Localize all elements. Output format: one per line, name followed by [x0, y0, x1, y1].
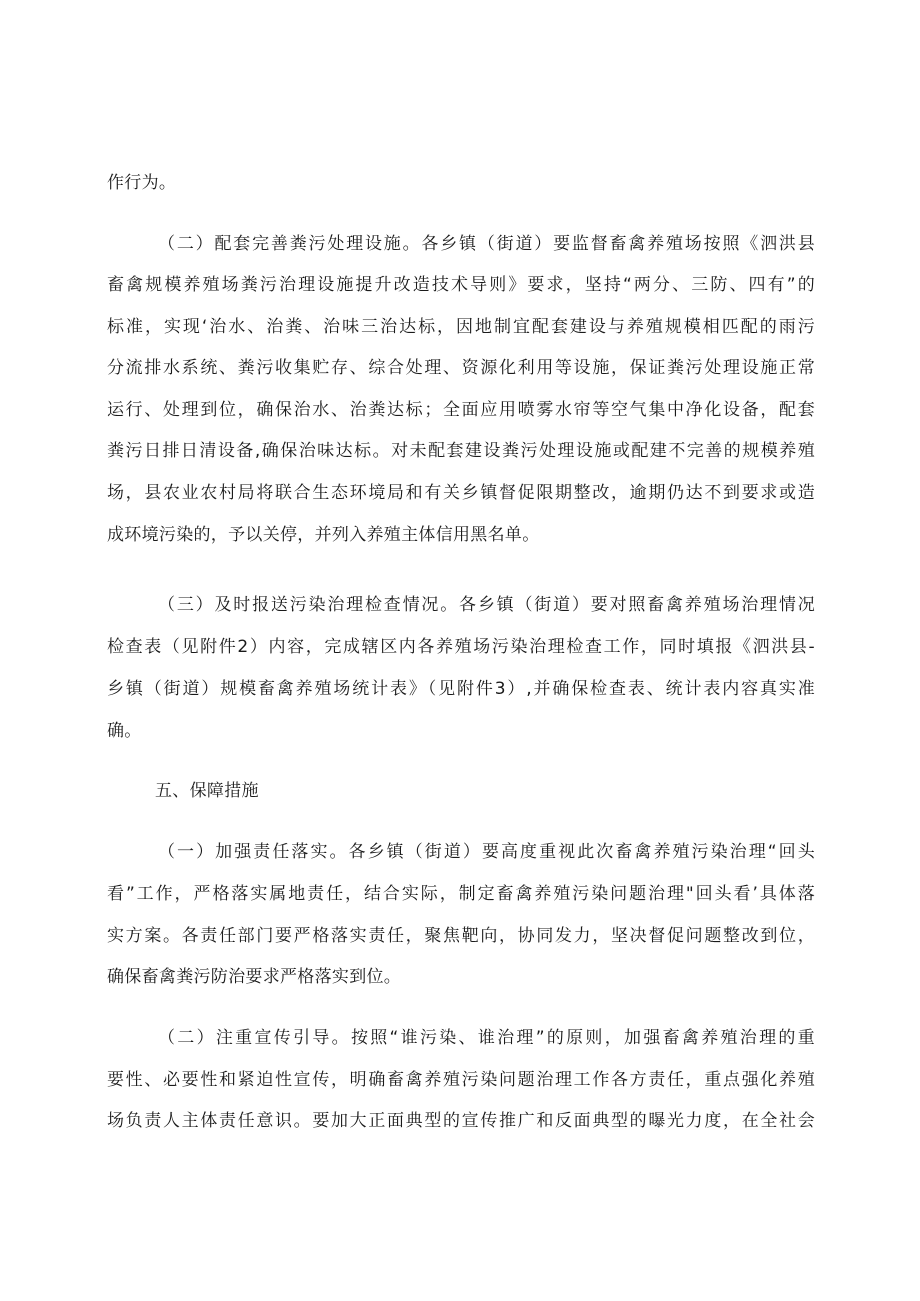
text-line: 乡镇（街道）规模畜禽养殖场统计表》（见附件3）,并确保检查表、统计表内容真实准	[107, 679, 815, 699]
text-line: 检查表（见附件2）内容，完成辖区内各养殖场污染治理检查工作，同时填报《泗洪县-	[107, 637, 815, 657]
text-line: 分流排水系统、粪污收集贮存、综合处理、资源化利用等设施，保证粪污处理设施正常	[107, 358, 815, 378]
text-line: 标准，实现‘治水、治粪、治味三治达标，因地制宜配套建设与养殖规模相匹配的雨污	[107, 317, 815, 337]
text-line: 作行为。	[107, 173, 177, 193]
paragraph-first-line: （二）配套完善粪污处理设施。各乡镇（街道）要监督畜禽养殖场按照《泗洪县	[158, 234, 815, 254]
text-line: 粪污日排日清设备,确保治味达标。对未配套建设粪污处理设施或配建不完善的规模养殖	[107, 441, 815, 461]
text-line: 运行、处理到位，确保治水、治粪达标；全面应用喷雾水帘等空气集中净化设备，配套	[107, 400, 815, 420]
text-line: 场负责人主体责任意识。要加大正面典型的宣传推广和反面典型的曝光力度，在全社会	[107, 1111, 815, 1131]
text-line: 要性、必要性和紧迫性宣传，明确畜禽养殖污染问题治理工作各方责任，重点强化养殖	[107, 1070, 815, 1090]
section-heading: 五、保障措施	[155, 781, 259, 801]
text-line: 确。	[107, 721, 142, 741]
text-line: 场，县农业农村局将联合生态环境局和有关乡镇督促限期整改，逾期仍达不到要求或造	[107, 483, 815, 503]
text-line: 畜禽规模养殖场粪污治理设施提升改造技术导则》要求，坚持“两分、三防、四有”的	[107, 275, 815, 295]
text-line: 确保畜禽粪污防治要求严格落实到位。	[107, 967, 402, 987]
text-line: 成环境污染的，予以关停，并列入养殖主体信用黑名单。	[107, 525, 540, 545]
paragraph-first-line: （二）注重宣传引导。按照“谁污染、谁治理”的原则，加强畜禽养殖治理的重	[158, 1028, 815, 1048]
paragraph-first-line: （一）加强责任落实。各乡镇（街道）要高度重视此次畜禽养殖污染治理“回头	[158, 842, 815, 862]
text-line: 看”工作，严格落实属地责任，结合实际，制定畜禽养殖污染问题治理"回头看’具体落	[107, 884, 815, 904]
text-line: 实方案。各责任部门要严格落实责任，聚焦靶向，协同发力，坚决督促问题整改到位，	[107, 926, 815, 946]
paragraph-first-line: （三）及时报送污染治理检查情况。各乡镇（街道）要对照畜禽养殖场治理情况	[158, 595, 815, 615]
